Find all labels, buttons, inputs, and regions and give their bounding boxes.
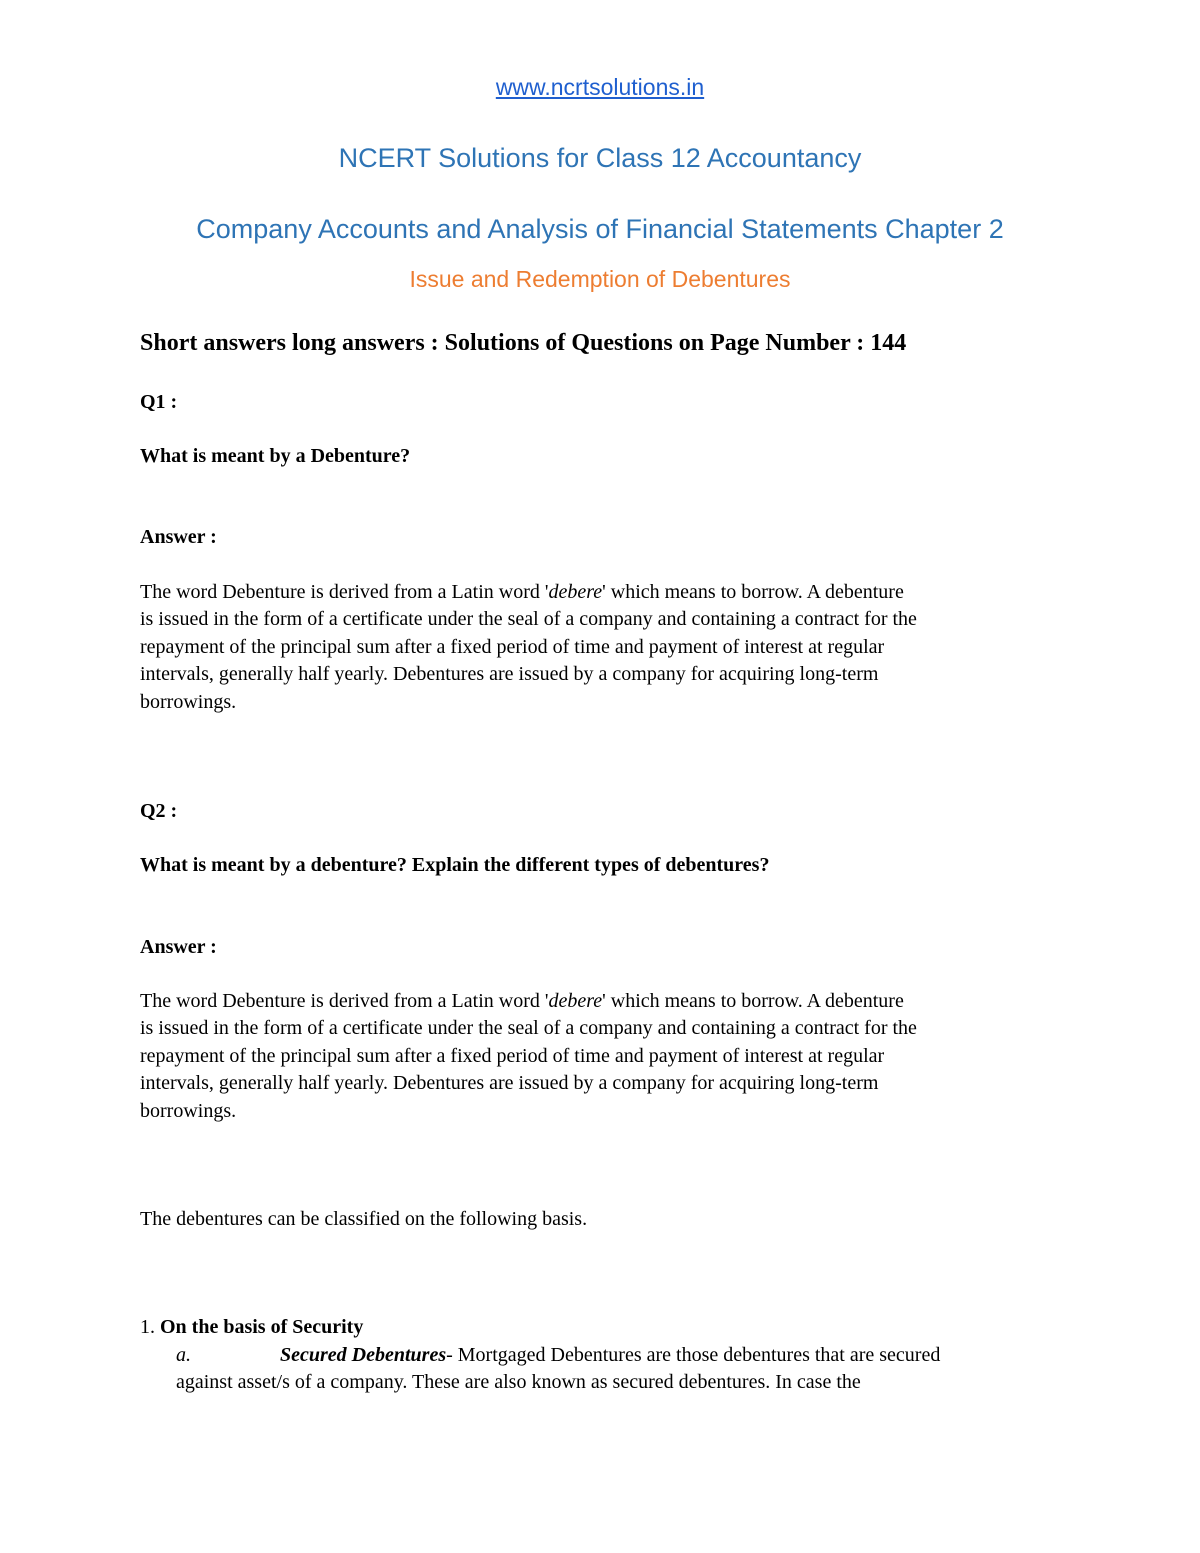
- answer-1-line-1-end: ' which means to borrow. A debenture: [602, 581, 904, 603]
- answer-2-line-1-start: The word Debenture is derived from a Latin word ': [140, 990, 549, 1012]
- answer-2-text: [140, 988, 1070, 1125]
- answer-1-line-3: repayment of the principal sum after a fixed period of time and payment of interest at regular: [140, 635, 885, 658]
- latin-word: debere: [548, 581, 603, 603]
- answer-1-line-1-start: The word Debenture is derived from a Latin word ': [140, 581, 549, 603]
- sub-item-text-line-2: against asset/s of a company. These are also known as secured debentures. In case the: [176, 1371, 861, 1393]
- sub-item-text-line-1: - Mortgaged Debentures are those debentures that are secured: [446, 1344, 941, 1366]
- answer-1-text: [140, 579, 1070, 716]
- answer-1-line-2: is issued in the form of a certificate under the seal of a company and containing a contract for the: [140, 608, 917, 631]
- answer-2-label: Answer :: [140, 936, 217, 958]
- question-2-text: What is meant by a debenture? Explain the different types of debentures?: [140, 854, 770, 876]
- sub-item-letter: a.: [176, 1344, 191, 1366]
- classification-intro: The debentures can be classified on the following basis.: [140, 1208, 588, 1230]
- sub-item-secured-continued: [176, 1369, 861, 1396]
- answer-2-line-3: repayment of the principal sum after a fixed period of time and payment of interest at regular: [140, 1044, 885, 1067]
- chapter-title: Company Accounts and Analysis of Financial Statements Chapter 2: [196, 214, 1004, 244]
- latin-word: debere: [548, 990, 603, 1012]
- answer-1-line-4: intervals, generally half yearly. Debentures are issued by a company for acquiring long-term: [140, 663, 879, 686]
- answer-1-line-1: [140, 579, 1070, 606]
- list-item-security: [140, 1316, 363, 1339]
- answer-2-line-5: borrowings.: [140, 1099, 237, 1122]
- sub-item-term: Secured Debentures: [280, 1344, 447, 1366]
- document-title: NCERT Solutions for Class 12 Accountancy: [338, 143, 862, 173]
- sub-item-secured: [176, 1342, 940, 1369]
- answer-2-line-1-end: ' which means to borrow. A debenture: [602, 990, 904, 1012]
- site-link[interactable]: www.ncrtsolutions.in: [495, 74, 705, 100]
- chapter-subtitle: Issue and Redemption of Debentures: [409, 266, 791, 292]
- question-2-label: Q2 :: [140, 800, 178, 822]
- answer-1-label: Answer :: [140, 526, 217, 548]
- section-heading: Short answers long answers : Solutions of Questions on Page Number : 144: [140, 330, 907, 356]
- question-1-label: Q1 :: [140, 391, 178, 413]
- answer-2-line-1: [140, 988, 1070, 1015]
- answer-1-line-5: borrowings.: [140, 690, 237, 713]
- question-1-text: What is meant by a Debenture?: [140, 445, 411, 467]
- answer-2-line-4: intervals, generally half yearly. Debentures are issued by a company for acquiring long-term: [140, 1072, 879, 1095]
- list-item-title: On the basis of Security: [160, 1316, 364, 1338]
- answer-2-line-2: is issued in the form of a certificate under the seal of a company and containing a contract for the: [140, 1017, 917, 1040]
- list-number: 1.: [140, 1316, 155, 1338]
